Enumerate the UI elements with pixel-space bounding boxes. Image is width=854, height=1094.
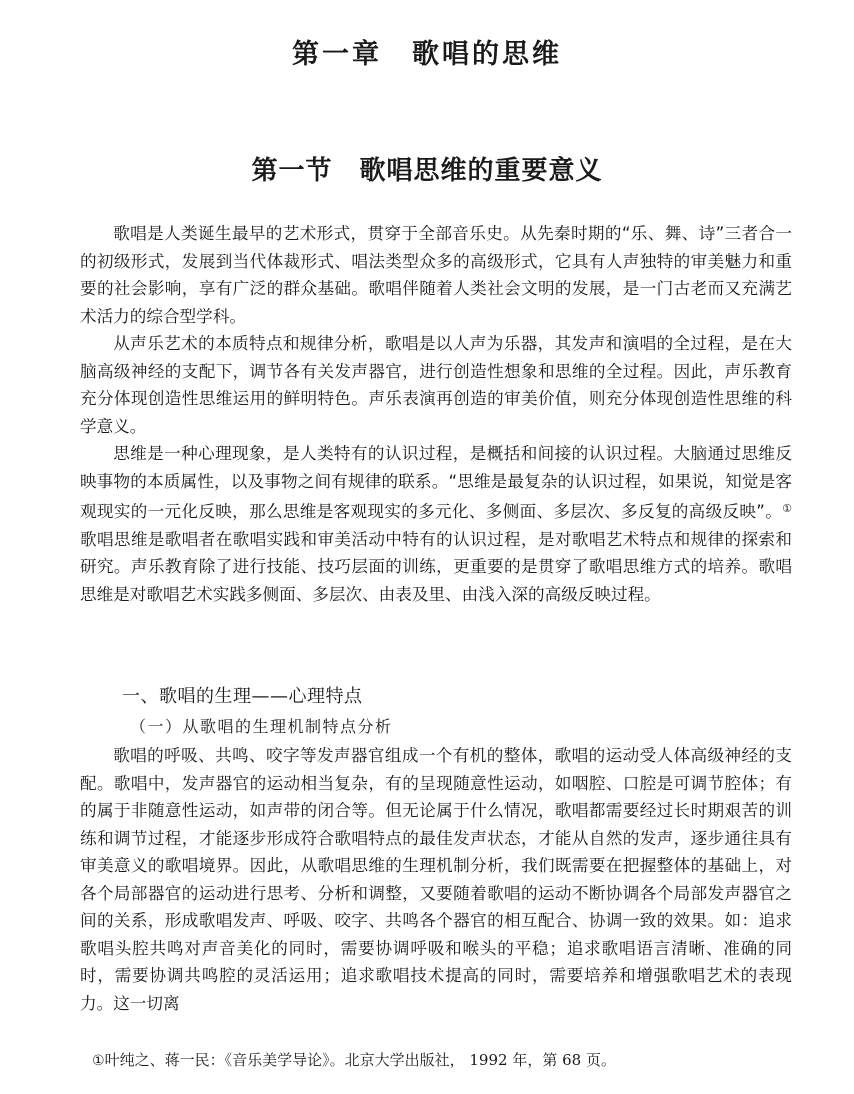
paragraph-3-text-after: 歌唱思维是歌唱者在歌唱实践和审美活动中特有的认识过程，是对歌唱艺术特点和规律的探索和研究。声乐教育除了进行技能、技巧层面的训练，更重要的是贯穿了歌唱思维方式的培养。歌唱思维是对歌唱艺术实践多侧面、多层次、由表及里、由浅入深的高级反映过程。 [80, 529, 792, 604]
footnote-year-suffix: 年，第 [512, 1051, 558, 1069]
footnote-page: 68 [562, 1051, 582, 1069]
section-title: 第一节 歌唱思维的重要意义 [251, 156, 603, 186]
paragraph-2: 从声乐艺术的本质特点和规律分析，歌唱是以人声为乐器，其发声和演唱的全过程，是在大脑高级神经的支配下，调节各有关发声器官，进行创造性想象和思维的全过程。因此，声乐教育充分体现创造性思维运用的鲜明特色。声乐表演再创造的审美价值，则充分体现创造性思维的科学意义。 [80, 334, 792, 436]
paragraph-3-text-before: 思维是一种心理现象，是人类特有的认识过程，是概括和间接的认识过程。大脑通过思维反映事物的本质属性，以及事物之间有规律的联系。“思维是最复杂的认识过程，如果说，知觉是客观现实的一元化反映，那么思维是客观现实的多元化、多侧面、多层次、多反复的高级反映”。 [80, 444, 792, 521]
footnote-page-suffix: 页。 [586, 1051, 617, 1069]
footnote-reference: ① [782, 502, 792, 515]
subsection-body [80, 742, 792, 1017]
footnote-mark: ① [92, 1053, 105, 1069]
paragraph-1: 歌唱是人类诞生最早的艺术形式，贯穿于全部音乐史。从先秦时期的“乐、舞、诗”三者合一的初级形式，发展到当代体裁形式、唱法类型众多的高级形式，它具有人声独特的审美魅力和重要的社会影响，享有广泛的群众基础。歌唱伴随着人类社会文明的发展，是一门古老而又充满艺术活力的综合型学科。 [80, 224, 792, 326]
chapter-title: 第一章 歌唱的思维 [292, 39, 562, 70]
paragraph-4: 歌唱的呼吸、共鸣、咬字等发声器官组成一个有机的整体，歌唱的运动受人体高级神经的支配。歌唱中，发声器官的运动相当复杂，有的呈现随意性运动，如咽腔、口腔是可调节腔体；有的属于非随意性运动，如声带的闭合等。但无论属于什么情况，歌唱都需要经过长时期艰苦的训练和调节过程，才能逐步形成符合歌唱特点的最佳发声状态，才能从自然的发声，逐步通往具有审美意义的歌唱境界。因此，从歌唱思维的生理机制分析，我们既需要在把握整体的基础上，对各个局部器官的运动进行思考、分析和调整，又要随着歌唱的运动不断协调各个局部发声器官之间的关系，形成歌唱发声、呼吸、咬字、共鸣各个器官的相互配合、协调一致的效果。如：追求歌唱头腔共鸣对声音美化的同时，需要协调呼吸和喉头的平稳；追求歌唱语言清晰、准确的同时，需要协调共鸣腔的灵活运用；追求歌唱技术提高的同时，需要培养和增强歌唱艺术的表现力。这一切离 [80, 746, 792, 1013]
footnote [92, 1049, 616, 1070]
footnote-text: 叶纯之、蒋一民：《音乐美学导论》。北京大学出版社， [104, 1051, 465, 1069]
subheading-level-2: （一）从歌唱的生理机制特点分析 [130, 717, 393, 736]
subheading-level-1: 一、歌唱的生理——心理特点 [122, 686, 363, 707]
paragraph-3 [80, 440, 792, 608]
section-body [80, 220, 792, 608]
footnote-year: 1992 [469, 1051, 508, 1069]
